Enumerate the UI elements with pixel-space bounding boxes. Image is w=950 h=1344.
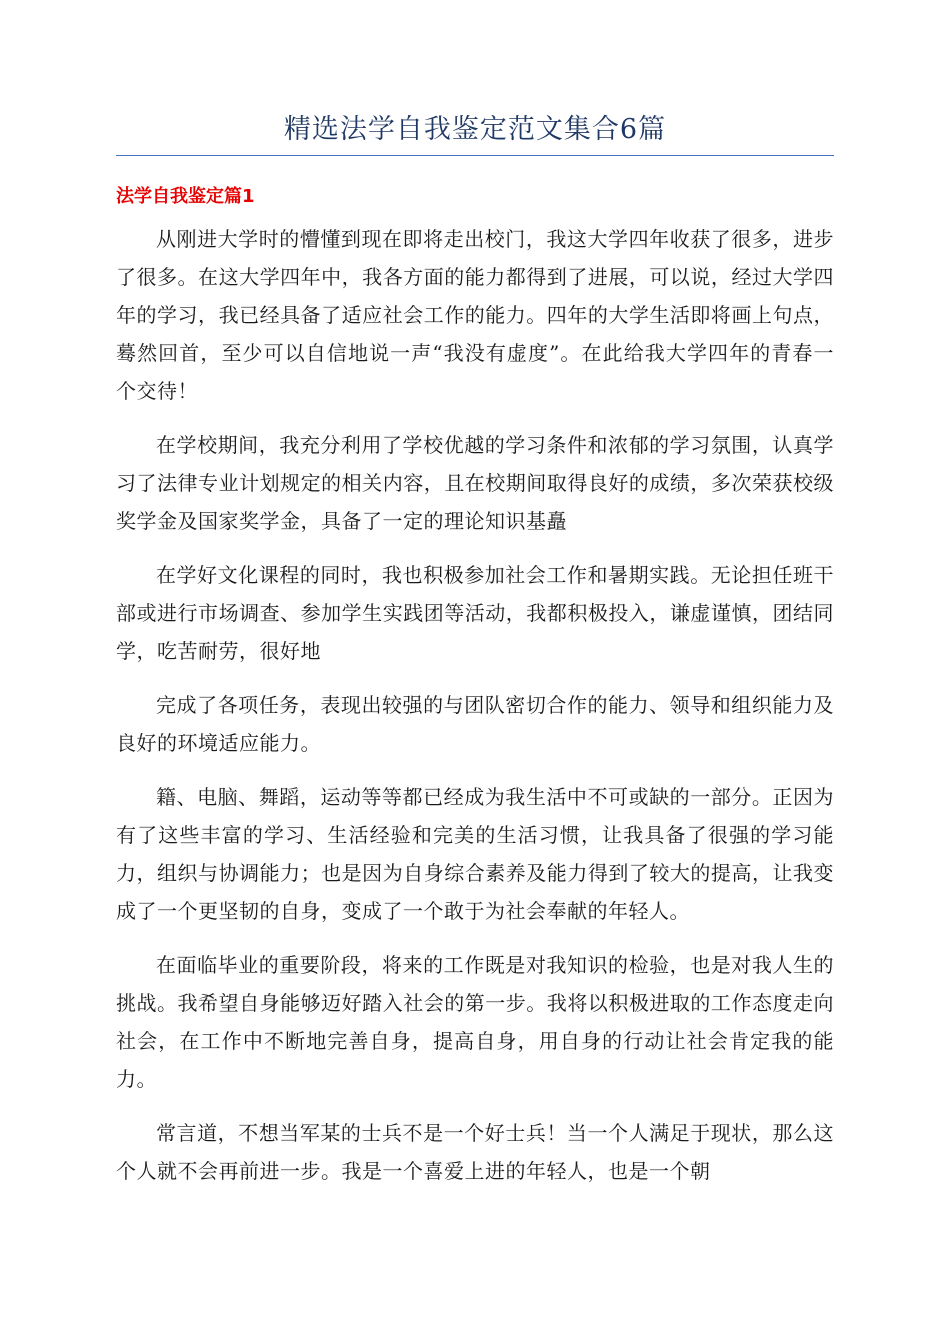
paragraph-2: 在学校期间，我充分利用了学校优越的学习条件和浓郁的学习氛围，认真学习了法律专业计划规定的相关内容，且在校期间取得良好的成绩，多次荣获校级奖学金及国家奖学金，具备了一定的理论知识基矗 — [116, 433, 834, 533]
paragraph-7: 常言道，不想当军某的士兵不是一个好士兵！当一个人满足于现状，那么这个人就不会再前进一步。我是一个喜爱上进的年轻人，也是一个朝 — [116, 1121, 834, 1183]
paragraph-6: 在面临毕业的重要阶段，将来的工作既是对我知识的检验，也是对我人生的挑战。我希望自身能够迈好踏入社会的第一步。我将以积极进取的工作态度走向社会，在工作中不断地完善自身，提高自身，用自身的行动让社会肯定我的能力。 — [116, 953, 834, 1091]
paragraph-1: 从刚进大学时的懵懂到现在即将走出校门，我这大学四年收获了很多，进步了很多。在这大学四年中，我各方面的能力都得到了进展，可以说，经过大学四年的学习，我已经具备了适应社会工作的能力。四年的大学生活即将画上句点，蓦然回首，至少可以自信地说一声“我没有虚度”。在此给我大学四年的青春一个交待！ — [116, 227, 834, 403]
document-title: 精选法学自我鉴定范文集合6篇 — [116, 108, 834, 156]
document-page — [116, 108, 834, 1206]
paragraph-4: 完成了各项任务，表现出较强的与团队密切合作的能力、领导和组织能力及良好的环境适应能力。 — [116, 693, 834, 755]
section-heading: 法学自我鉴定篇1 — [116, 186, 255, 207]
paragraph-3: 在学好文化课程的同时，我也积极参加社会工作和暑期实践。无论担任班干部或进行市场调查、参加学生实践团等活动，我都积极投入，谦虚谨慎，团结同学，吃苦耐劳，很好地 — [116, 563, 834, 663]
paragraph-5: 籍、电脑、舞蹈，运动等等都已经成为我生活中不可或缺的一部分。正因为有了这些丰富的学习、生活经验和完美的生活习惯，让我具备了很强的学习能力，组织与协调能力；也是因为自身综合素养及能力得到了较大的提高，让我变成了一个更坚韧的自身，变成了一个敢于为社会奉献的年轻人。 — [116, 785, 834, 923]
